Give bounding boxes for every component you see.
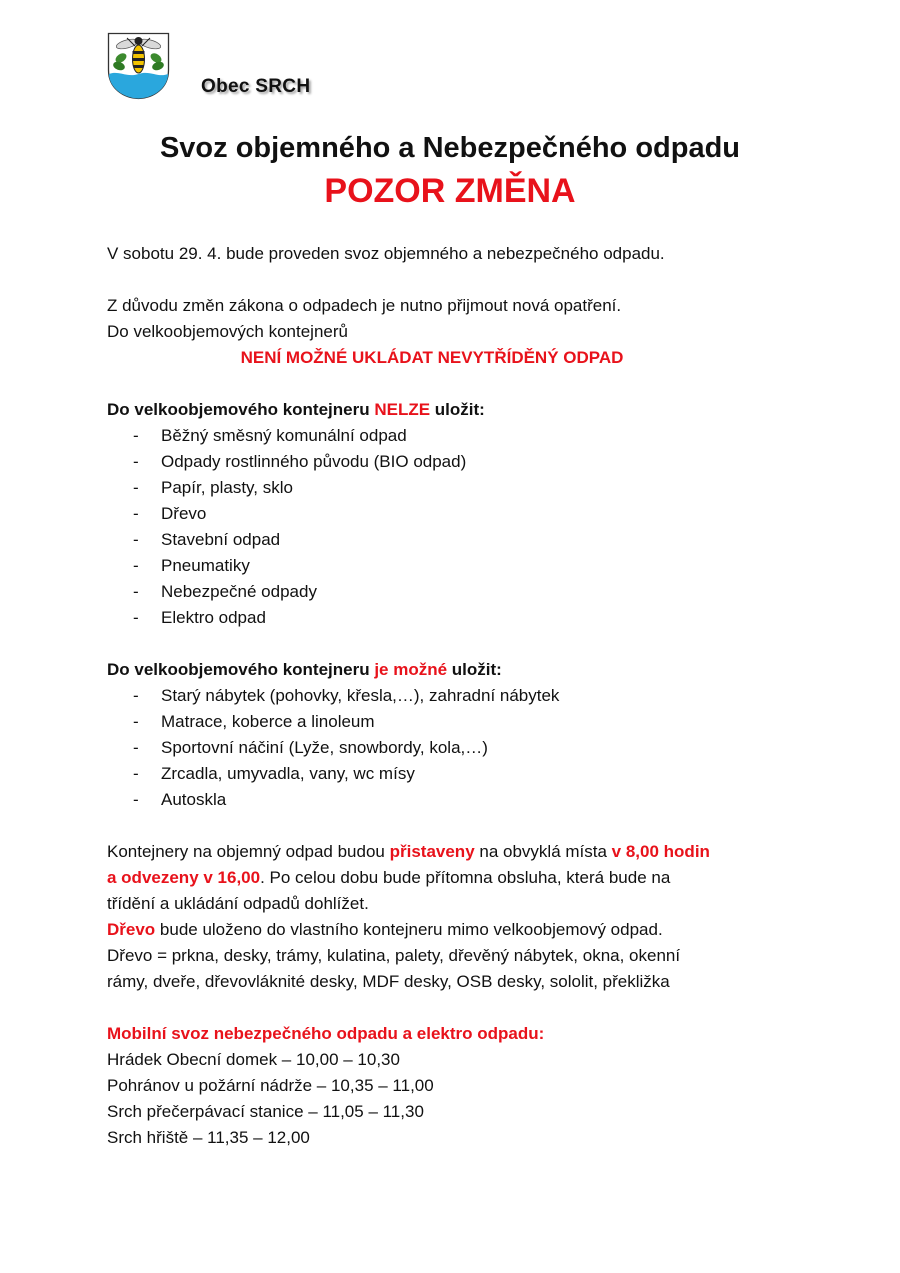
mobile-collection-heading: Mobilní svoz nebezpečného odpadu a elektro odpadu: [107, 1024, 545, 1043]
container-schedule-line: třídění a ukládání odpadů dohlížet. [107, 894, 369, 913]
wood-definition-line: Dřevo = prkna, desky, trámy, kulatina, palety, dřevěný nábytek, okna, okenní [107, 946, 681, 965]
collection-stop: Pohránov u požární nádrže – 10,35 – 11,00 [107, 1076, 434, 1095]
list-item: - Elektro odpad [133, 605, 807, 631]
unsorted-waste-warning: NENÍ MOŽNÉ UKLÁDAT NEVYTŘÍDĚNÝ ODPAD [240, 348, 624, 367]
allowed-heading: Do velkoobjemového kontejneru je možné uložit: [107, 660, 502, 679]
collection-stop: Srch přečerpávací stanice – 11,05 – 11,30 [107, 1102, 424, 1121]
municipality-name: Obec SRCH [201, 76, 311, 97]
prohibited-heading: Do velkoobjemového kontejneru NELZE uložit: [107, 400, 485, 419]
law-change-text: Z důvodu změn zákona o odpadech je nutno přijmout nová opatření. [107, 296, 622, 315]
list-item: - Odpady rostlinného původu (BIO odpad) [133, 449, 807, 475]
list-item: - Běžný směsný komunální odpad [133, 423, 807, 449]
list-item: - Nebezpečné odpady [133, 579, 807, 605]
container-schedule-line: a odvezeny v 16,00. Po celou dobu bude přítomna obsluha, která bude na [107, 868, 671, 887]
prohibited-list [107, 423, 807, 631]
list-item: - Sportovní náčiní (Lyže, snowbordy, kola,…) [133, 735, 807, 761]
container-schedule-line: Kontejnery na objemný odpad budou přistaveny na obvyklá místa v 8,00 hodin [107, 842, 710, 861]
alert-subtitle: POZOR ZMĚNA [324, 172, 576, 210]
list-item: - Starý nábytek (pohovky, křesla,…), zahradní nábytek [133, 683, 807, 709]
coat-of-arms-icon [107, 32, 170, 100]
wood-definition-line: rámy, dveře, dřevovláknité desky, MDF desky, OSB desky, sololit, překližka [107, 972, 670, 991]
list-item: - Dřevo [133, 501, 807, 527]
page-title: Svoz objemného a Nebezpečného odpadu [159, 132, 741, 164]
notice-body [107, 241, 807, 1151]
allowed-list [107, 683, 807, 813]
intro-paragraph: V sobotu 29. 4. bude proveden svoz objemného a nebezpečného odpadu. [107, 244, 665, 263]
list-item: - Stavební odpad [133, 527, 807, 553]
wood-container-note: Dřevo bude uloženo do vlastního kontejneru mimo velkoobjemový odpad. [107, 920, 663, 939]
list-item: - Papír, plasty, sklo [133, 475, 807, 501]
list-item: - Zrcadla, umyvadla, vany, wc mísy [133, 761, 807, 787]
list-item: - Pneumatiky [133, 553, 807, 579]
list-item: - Matrace, koberce a linoleum [133, 709, 807, 735]
containers-intro-text: Do velkoobjemových kontejnerů [107, 322, 348, 341]
collection-stop: Srch hřiště – 11,35 – 12,00 [107, 1128, 310, 1147]
list-item: - Autoskla [133, 787, 807, 813]
collection-stop: Hrádek Obecní domek – 10,00 – 10,30 [107, 1050, 400, 1069]
